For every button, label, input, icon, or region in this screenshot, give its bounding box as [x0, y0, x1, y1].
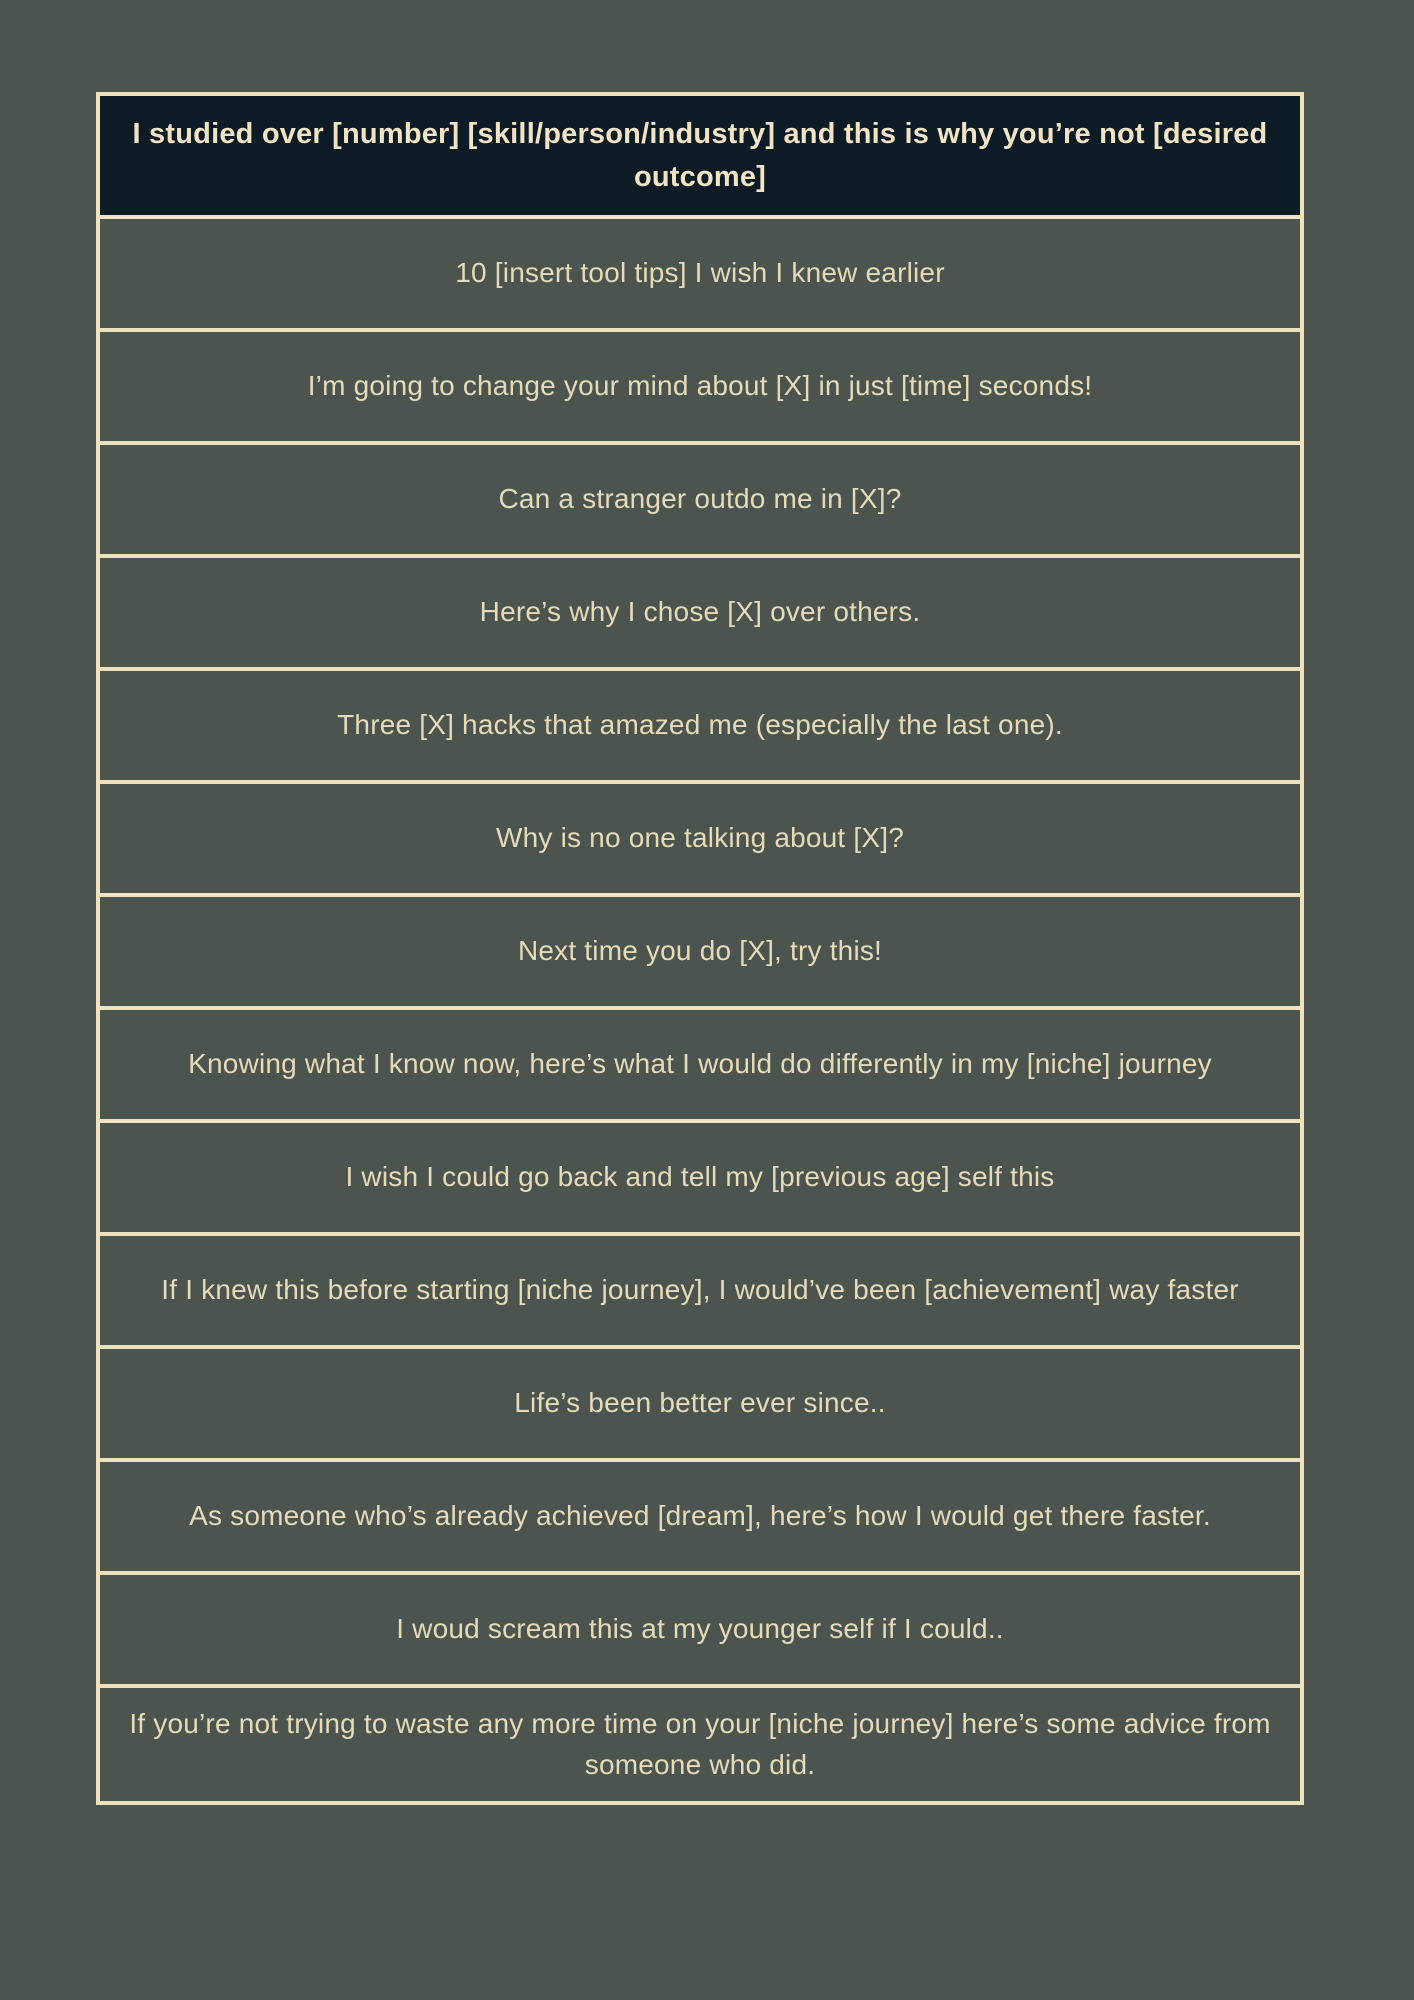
row-label: Next time you do [X], try this!	[517, 935, 883, 967]
table-row	[100, 1010, 1300, 1123]
table-row	[100, 1575, 1300, 1688]
table-row	[100, 671, 1300, 784]
row-label: Why is no one talking about [X]?	[496, 822, 904, 854]
table-row	[100, 445, 1300, 558]
table-row	[100, 219, 1300, 332]
row-label: Can a stranger outdo me in [X]?	[498, 483, 902, 515]
table-row	[100, 1236, 1300, 1349]
row-label: I woud scream this at my younger self if I could..	[396, 1613, 1004, 1645]
row-label: If I knew this before starting [niche journey], I would’ve been [achievement] way faster	[161, 1274, 1239, 1306]
table-row	[100, 332, 1300, 445]
row-label: If you’re not trying to waste any more time on your [niche journey] here’s some advice from someone who did.	[129, 1707, 1271, 1780]
content-hooks-table	[96, 92, 1304, 1805]
table-row	[100, 1462, 1300, 1575]
row-label: 10 [insert tool tips] I wish I knew earlier	[455, 257, 945, 289]
row-label: I’m going to change your mind about [X] in just [time] seconds!	[307, 370, 1093, 402]
row-label: Knowing what I know now, here’s what I would do differently in my [niche] journey	[188, 1048, 1212, 1080]
row-label: As someone who’s already achieved [dream], here’s how I would get there faster.	[189, 1500, 1211, 1532]
table-row	[100, 784, 1300, 897]
table-row	[100, 897, 1300, 1010]
row-label: Here’s why I chose [X] over others.	[479, 596, 921, 628]
table-row	[100, 1123, 1300, 1236]
table-header-row	[100, 96, 1300, 219]
row-label: I wish I could go back and tell my [previous age] self this	[345, 1161, 1055, 1193]
table-row	[100, 1688, 1300, 1801]
row-label: Three [X] hacks that amazed me (especially the last one).	[337, 709, 1063, 741]
table-row	[100, 1349, 1300, 1462]
table-row	[100, 558, 1300, 671]
row-label: Life’s been better ever since..	[514, 1387, 886, 1419]
table-header-label: I studied over [number] [skill/person/industry] and this is why you’re not [desired outcome]	[132, 118, 1268, 193]
